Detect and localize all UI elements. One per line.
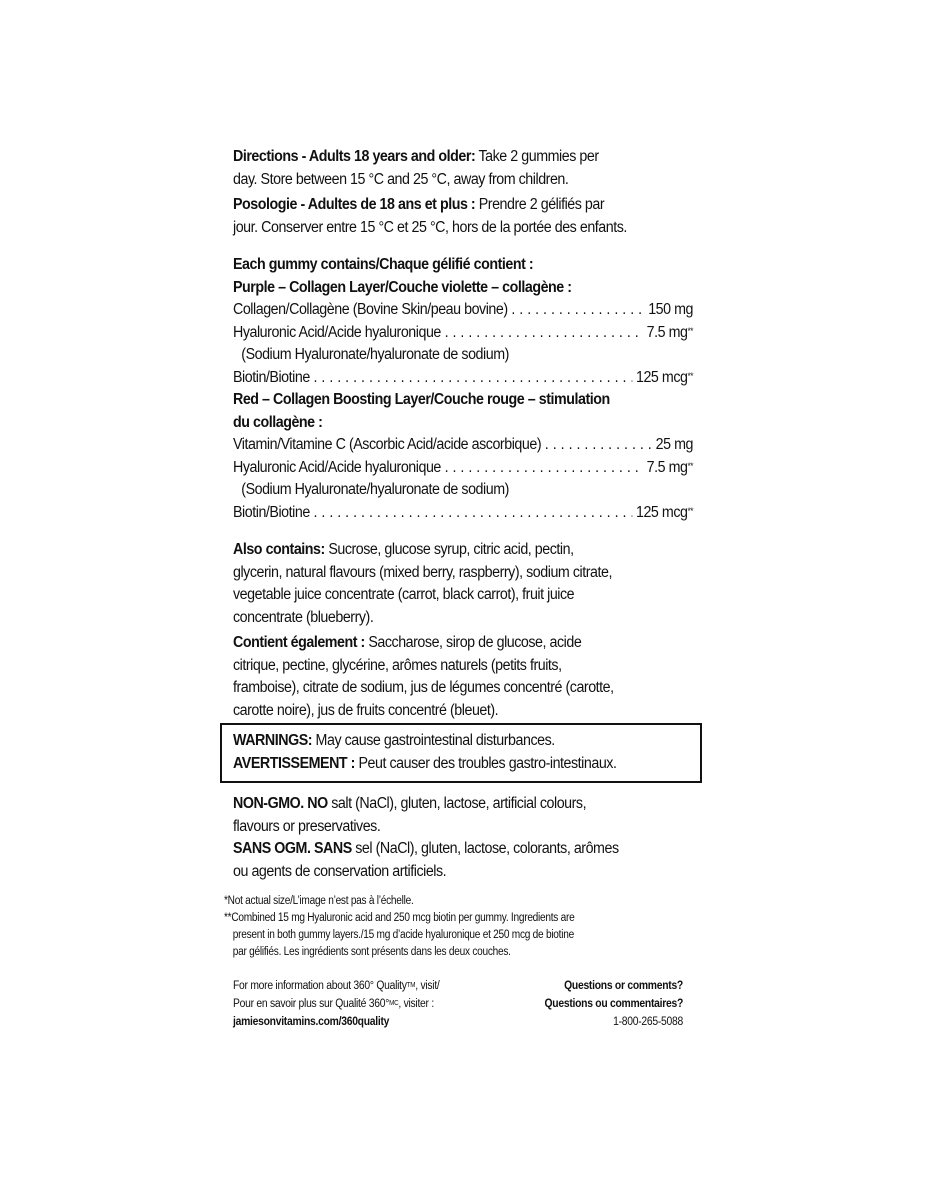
non-gmo-fr-heading: SANS OGM. SANS [233, 840, 352, 857]
red-layer-heading-text: Red – Collagen Boosting Layer/Couche rouge – stimulation [233, 391, 610, 408]
also-contains-en-line: vegetable juice concentrate (carrot, black carrot), fruit juice [233, 586, 575, 603]
also-contains-fr [233, 632, 693, 722]
ingredient-row [233, 322, 693, 345]
non-gmo-fr-text-2: ou agents de conservation artificiels. [233, 862, 447, 880]
red-layer-heading-text-2: du collagène : [233, 413, 323, 431]
ingredient-name: Hyaluronic Acid/Acide hyaluronique [233, 323, 441, 341]
directions-fr-heading: Posologie - Adultes de 18 ans et plus : [233, 196, 476, 213]
amount-value: 125 mcg [635, 503, 688, 521]
warning-fr-text: Peut causer des troubles gastro-intestinaux. [354, 755, 617, 772]
non-gmo-fr-text: sel (NaCl), gluten, lactose, colorants, arômes [351, 840, 619, 857]
label-main-text [233, 146, 693, 722]
also-contains-fr-line: citrique, pectine, glycérine, arômes naturels (petits fruits, [233, 656, 562, 674]
ingredient-amount [656, 434, 693, 457]
non-gmo-fr [233, 838, 693, 883]
ingredient-amount [636, 367, 693, 390]
footnote-combined [224, 910, 682, 961]
footnote-mark: ** [687, 460, 693, 471]
ingredient-amount [647, 457, 693, 480]
quality-info-fr [233, 995, 440, 1013]
purple-layer-heading [233, 277, 693, 300]
footnotes [224, 893, 682, 961]
ingredient-name: Vitamin/Vitamine C (Ascorbic Acid/acide ascorbique) [233, 436, 542, 453]
quality-info-text-end: , visit/ [415, 980, 440, 992]
directions-fr-text: Prendre 2 gélifiés par [475, 196, 605, 213]
ingredient-row [233, 299, 693, 322]
directions-en-text-2: day. Store between 15 °C and 25 °C, away from children. [233, 170, 569, 188]
questions-en: Questions or comments? [564, 980, 683, 992]
ingredient-amount [647, 322, 693, 345]
directions-en-heading: Directions - Adults 18 years and older: [233, 148, 476, 165]
ingredient-name: Hyaluronic Acid/Acide hyaluronique [233, 458, 441, 476]
ingredient-source-note: (Sodium Hyaluronate/hyaluronate de sodium) [241, 346, 509, 363]
leader-dots [445, 457, 643, 480]
warnings-text [233, 729, 711, 775]
warning-fr [233, 752, 711, 775]
leader-dots [445, 322, 643, 345]
also-contains-en-line: glycerin, natural flavours (mixed berry, raspberry), sodium citrate, [233, 563, 612, 581]
amount-value: 7.5 mg [646, 458, 688, 476]
warning-en [233, 729, 711, 752]
phone-number[interactable]: 1-800-265-5088 [613, 1016, 683, 1028]
quality-info-text: For more information about 360° Quality [233, 980, 407, 992]
also-contains-en-line: concentrate (blueberry). [233, 608, 374, 626]
also-contains-fr-heading: Contient également : [233, 634, 365, 651]
footnote-mark: ** [687, 505, 693, 516]
quality-info-text: Pour en savoir plus sur Qualité 360° [233, 998, 390, 1010]
amount-value: 25 mg [655, 436, 693, 453]
also-contains-fr-line: carotte noire), jus de fruits concentré (bleuet). [233, 701, 499, 719]
amount-value: 150 mg [648, 301, 693, 318]
ingredient-amount [636, 502, 693, 525]
leader-dots [313, 367, 632, 390]
non-gmo-statement [233, 793, 693, 883]
quality-info-en [233, 977, 440, 995]
non-gmo-en-text-2: flavours or preservatives. [233, 817, 381, 835]
warning-en-text: May cause gastrointestinal disturbances. [312, 732, 555, 749]
also-contains-en-line: Sucrose, glucose syrup, citric acid, pectin, [324, 541, 574, 558]
ingredient-source-note: (Sodium Hyaluronate/hyaluronate de sodium) [241, 481, 509, 498]
contact-info [233, 977, 683, 1031]
purple-layer-heading-text: Purple – Collagen Layer/Couche violette – collagène : [233, 278, 572, 296]
directions-fr [233, 194, 693, 239]
questions-info [545, 977, 683, 1031]
quality-info [233, 977, 440, 1031]
footnote-mark: ** [687, 370, 693, 381]
website-link[interactable]: jamiesonvitamins.com/360quality [233, 1016, 390, 1028]
quality-info-text-end: , visiter : [398, 998, 434, 1010]
footnote-line: present in both gummy layers./15 mg d’acide hyaluronique et 250 mcg de biotine [232, 929, 574, 941]
non-gmo-en [233, 793, 693, 838]
also-contains-fr-line: Saccharose, sirop de glucose, acide [364, 634, 582, 651]
directions-en-text: Take 2 gummies per [475, 148, 599, 165]
ingredient-name: Collagen/Collagène (Bovine Skin/peau bovine) [233, 301, 508, 318]
amount-value: 125 mcg [635, 368, 688, 386]
also-contains-en-heading: Also contains: [233, 541, 325, 558]
contents-heading [233, 254, 693, 277]
ingredient-name: Biotin/Biotine [233, 503, 310, 521]
ingredient-row [233, 367, 693, 390]
non-gmo-en-text: salt (NaCl), gluten, lactose, artificial colours, [327, 795, 587, 812]
directions-fr-text-2: jour. Conserver entre 15 °C et 25 °C, hors de la portée des enfants. [233, 218, 627, 236]
ingredient-name: Biotin/Biotine [233, 368, 310, 386]
footnote-line: par gélifiés. Les ingrédients sont présents dans les deux couches. [232, 946, 511, 958]
footnote-mark: ** [687, 325, 693, 336]
footnote-size: *Not actual size/L’image n’est pas à l’échelle. [224, 895, 414, 907]
directions-en [233, 146, 693, 191]
ingredient-row [233, 502, 693, 525]
also-contains-en [233, 539, 693, 629]
ingredient-row [233, 457, 693, 480]
red-layer-heading [233, 389, 693, 434]
ingredient-row [233, 434, 693, 457]
trademark-mark: TM [406, 982, 416, 989]
footnote-line: **Combined 15 mg Hyaluronic acid and 250 mcg biotin per gummy. Ingredients are [224, 912, 575, 924]
non-gmo-en-heading: NON-GMO. NO [233, 795, 328, 812]
amount-value: 7.5 mg [646, 323, 688, 341]
contents-heading-text: Each gummy contains/Chaque gélifié contient : [233, 256, 534, 273]
leader-dots [313, 502, 632, 525]
leader-dots [511, 299, 644, 322]
trademark-mark: MC [389, 1000, 399, 1007]
questions-fr: Questions ou commentaires? [544, 998, 683, 1010]
ingredient-amount [648, 299, 693, 322]
warning-fr-heading: AVERTISSEMENT : [233, 755, 355, 772]
leader-dots [545, 434, 652, 457]
also-contains-fr-line: framboise), citrate de sodium, jus de légumes concentré (carotte, [233, 679, 614, 696]
warning-en-heading: WARNINGS: [233, 732, 313, 749]
